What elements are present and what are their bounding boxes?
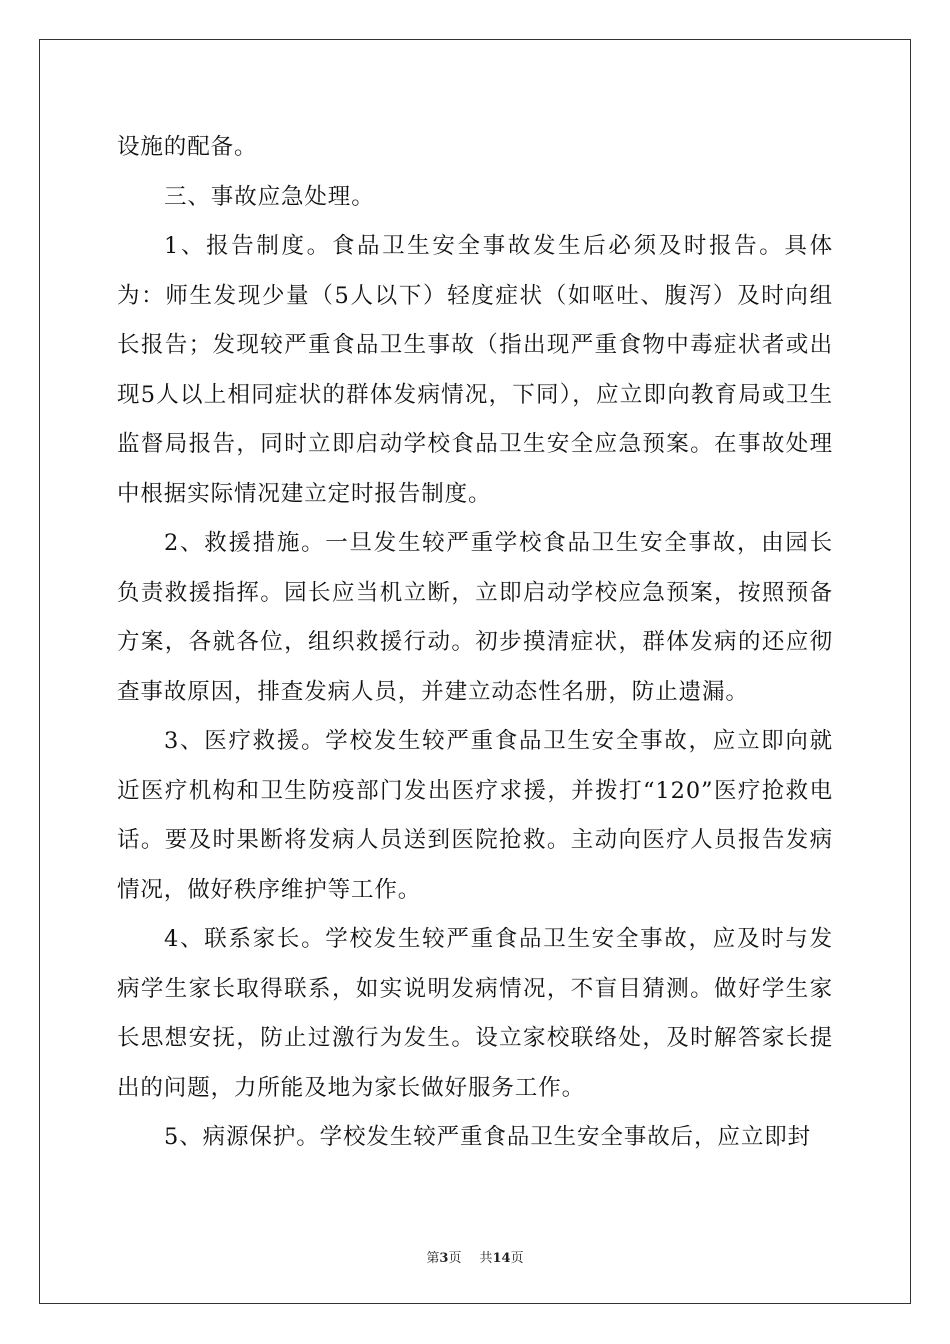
section-heading-emergency: 三、事故应急处理。 [164,183,375,210]
page-footer [0,1247,950,1266]
footer-page-prefix: 第 [426,1251,440,1266]
paragraph-source-protection: 5、病源保护。学校发生较严重食品卫生安全事故后，应立即封 [164,1124,812,1150]
footer-total-suffix: 页 [510,1251,524,1266]
paragraph-report-system: 1、报告制度。食品卫生安全事故发生后必须及时报告。具体为：师生发现少量（5人以下）轻度症状（如呕吐、腹泻）及时向组长报告；发现较严重食品卫生事故（指出现严重食物中毒症状者或出现5人以上相同症状的群体发病情况，下同），应立即向教育局或卫生监督局报告，同时立即启动学校食品卫生安全应急预案。在事故处理中根据实际情况建立定时报告制度。 [117,233,833,507]
footer-page-suffix: 页 [448,1251,462,1266]
paragraph-medical-rescue: 3、医疗救援。学校发生较严重食品卫生安全事故，应立即向就近医疗机构和卫生防疫部门发出医疗求援，并拨打“120”医疗抢救电话。要及时果断将发病人员送到医院抢救。主动向医疗人员报告发病情况，做好秩序维护等工作。 [117,728,833,903]
footer-page-number: 3 [439,1251,449,1266]
footer-total-prefix: 共 [479,1251,493,1266]
paragraph-contact-parents: 4、联系家长。学校发生较严重食品卫生安全事故，应及时与发病学生家长取得联系，如实说明发病情况，不盲目猜测。做好学生家长思想安抚，防止过激行为发生。设立家校联络处，及时解答家长提出的问题，力所能及地为家长做好服务工作。 [117,926,833,1101]
paragraph-intro: 设施的配备。 [117,134,258,160]
document-body [117,123,833,1163]
paragraph-rescue-measures: 2、救援措施。一旦发生较严重学校食品卫生安全事故，由园长负责救援指挥。园长应当机立断，立即启动学校应急预案，按照预备方案，各就各位，组织救援行动。初步摸清症状，群体发病的还应彻查事故原因，排查发病人员，并建立动态性名册，防止遗漏。 [117,530,833,705]
footer-total-pages: 14 [492,1251,511,1266]
